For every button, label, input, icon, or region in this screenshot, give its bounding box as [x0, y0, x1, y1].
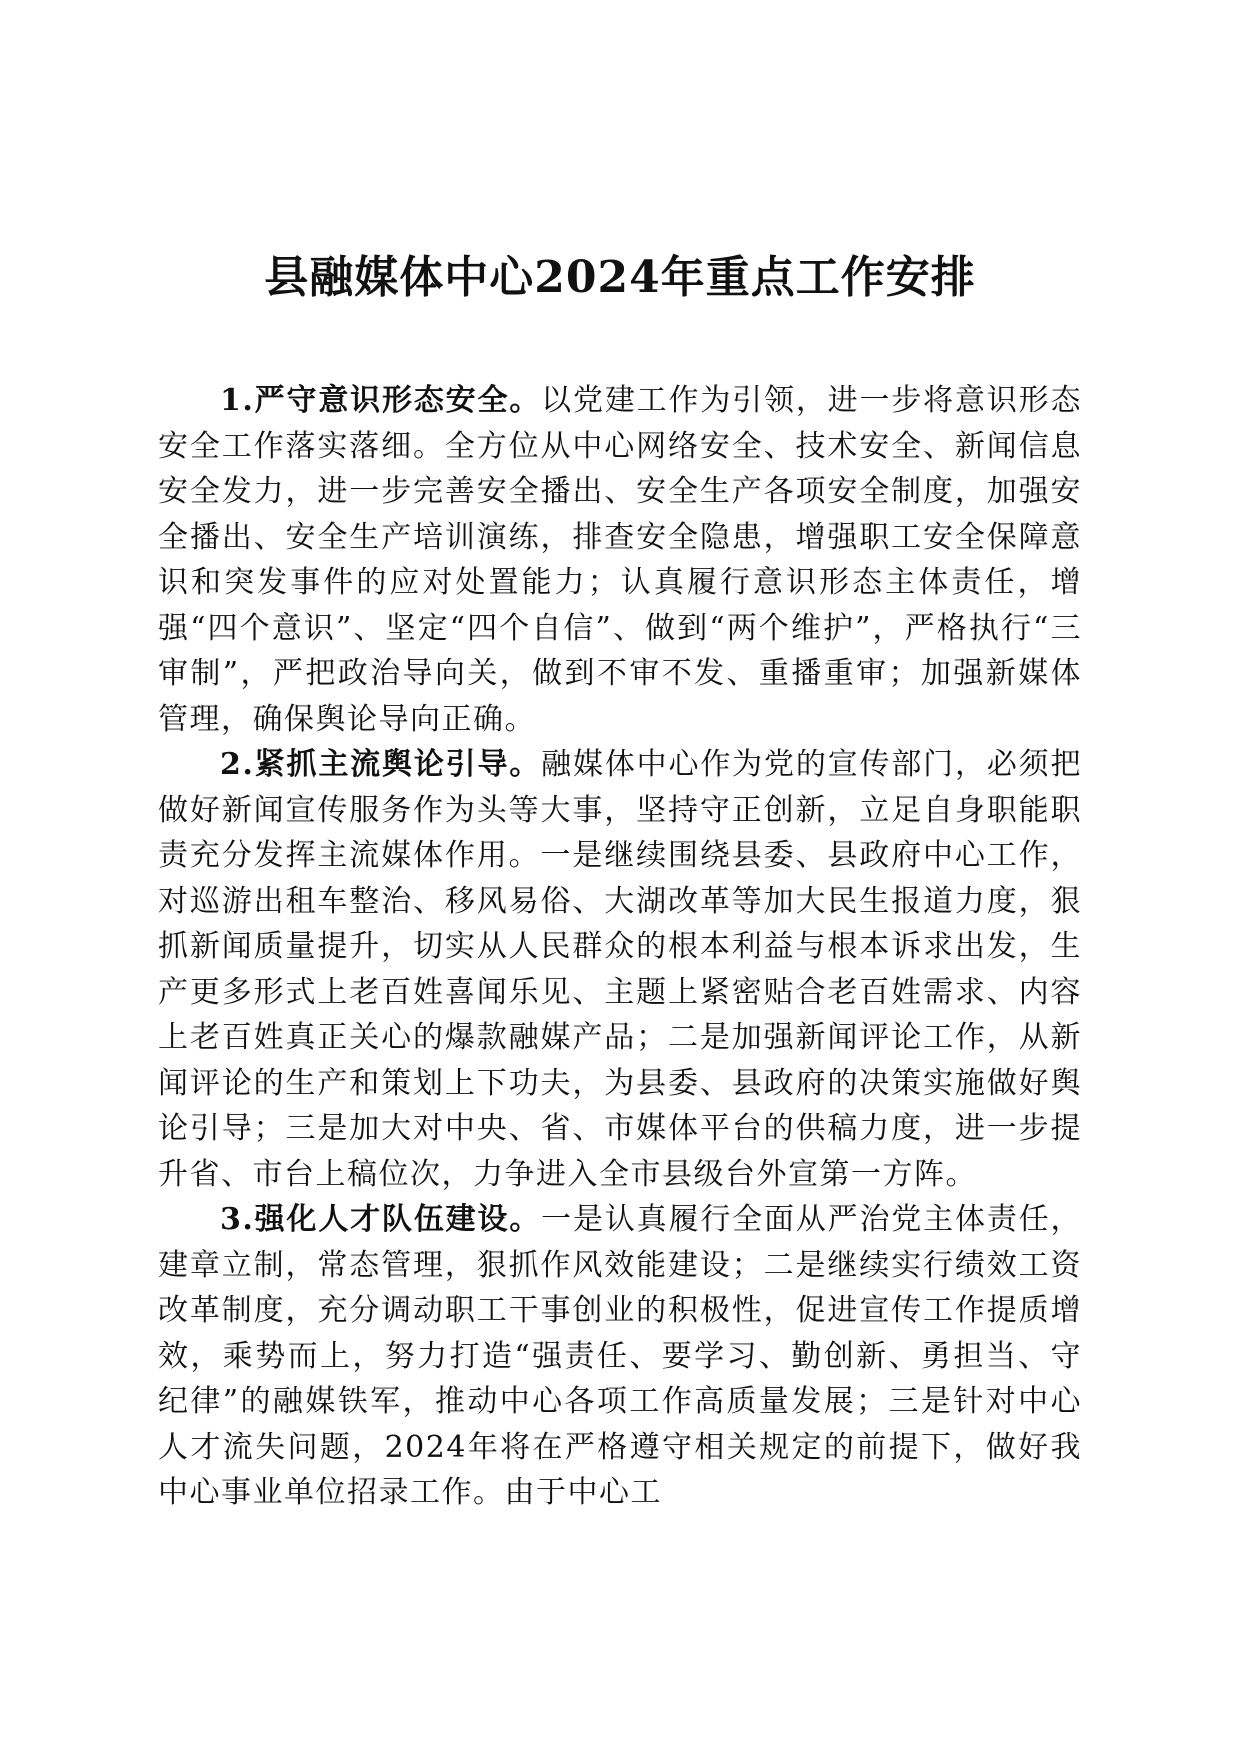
document-body — [158, 378, 1082, 1516]
paragraph-2 — [158, 742, 1082, 1197]
paragraph-2-text: 融媒体中心作为党的宣传部门，必须把做好新闻宣传服务作为头等大事，坚持守正创新，立足自身职能职责充分发挥主流媒体作用。一是继续围绕县委、县政府中心工作，对巡游出租车整治、移风易俗、大湖改革等加大民生报道力度，狠抓新闻质量提升，切实从人民群众的根本利益与根本诉求出发，生产更多形式上老百姓喜闻乐见、主题上紧密贴合老百姓需求、内容上老百姓真正关心的爆款融媒产品；二是加强新闻评论工作，从新闻评论的生产和策划上下功夫，为县委、县政府的决策实施做好舆论引导；三是加大对中央、省、市媒体平台的供稿力度，进一步提升省、市台上稿位次，力争进入全市县级台外宣第一方阵。 — [158, 747, 1082, 1192]
page-title: 县融媒体中心2024年重点工作安排 — [264, 252, 976, 303]
paragraph-3-text: 一是认真履行全面从严治党主体责任，建章立制，常态管理，狠抓作风效能建设；二是继续实行绩效工资改革制度，充分调动职工干事创业的积极性，促进宣传工作提质增效，乘势而上，努力打造“强责任、要学习、勤创新、勇担当、守纪律”的融媒铁军，推动中心各项工作高质量发展；三是针对中心人才流失问题，2024年将在严格遵守相关规定的前提下，做好我中心事业单位招录工作。由于中心工 — [158, 1202, 1082, 1510]
paragraph-3 — [158, 1197, 1082, 1516]
paragraph-2-heading: 2.紧抓主流舆论引导。 — [220, 747, 542, 782]
paragraph-1 — [158, 378, 1082, 742]
paragraph-1-heading: 1.严守意识形态安全。 — [220, 383, 542, 418]
paragraph-3-heading: 3.强化人才队伍建设。 — [220, 1202, 542, 1237]
paragraph-1-text: 以党建工作为引领，进一步将意识形态安全工作落实落细。全方位从中心网络安全、技术安全、新闻信息安全发力，进一步完善安全播出、安全生产各项安全制度，加强安全播出、安全生产培训演练，排查安全隐患，增强职工安全保障意识和突发事件的应对处置能力；认真履行意识形态主体责任，增强“四个意识”、坚定“四个自信”、做到“两个维护”，严格执行“三审制”，严把政治导向关，做到不审不发、重播重审；加强新媒体管理，确保舆论导向正确。 — [158, 383, 1082, 737]
